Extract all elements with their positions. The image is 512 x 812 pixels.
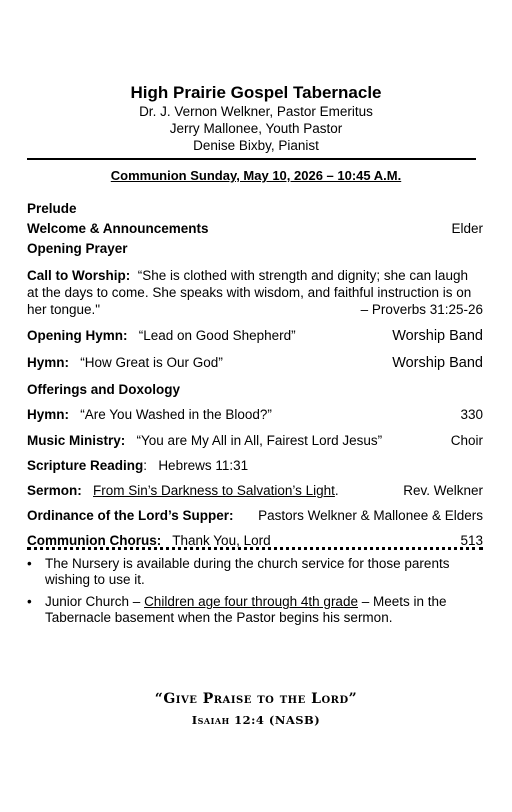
- call-to-worship-text-1: “She is clothed with strength and dignity; she can laugh: [137, 268, 468, 283]
- bullet-icon: •: [27, 594, 32, 609]
- hymn-2-label: Hymn:: [27, 407, 70, 422]
- note-junior-prefix: Junior Church –: [45, 594, 145, 609]
- welcome-leader: Elder: [451, 221, 483, 236]
- sermon-title: From Sin’s Darkness to Salvation’s Light: [93, 483, 335, 498]
- hymn-2-number: 330: [460, 407, 483, 422]
- scripture-passage: Hebrews 11:31: [158, 458, 249, 473]
- item-ordinance: [27, 507, 483, 524]
- hymn-1-label: Hymn:: [27, 355, 70, 370]
- hymn-1-leader: Worship Band: [392, 355, 483, 371]
- sermon-speaker: Rev. Welkner: [403, 483, 483, 498]
- item-call-to-worship: [27, 267, 483, 318]
- verse-reference: Isaiah 12:4 (NASB): [191, 713, 321, 727]
- item-music-ministry: [27, 432, 483, 449]
- praise-heading: “Give Praise to the Lord”: [154, 691, 358, 707]
- dotted-divider: [27, 547, 483, 550]
- call-to-worship-reference: – Proverbs 31:25-26: [360, 302, 483, 317]
- communion-chorus-title: Thank You, Lord: [172, 533, 271, 548]
- item-hymn-1: [27, 354, 483, 372]
- ordinance-leaders: Pastors Welkner & Mallonee & Elders: [258, 508, 483, 523]
- offerings-label: Offerings and Doxology: [27, 382, 181, 397]
- music-ministry-label: Music Ministry:: [27, 433, 126, 448]
- communion-chorus-label: Communion Chorus:: [27, 533, 162, 548]
- music-ministry-leader: Choir: [450, 433, 483, 448]
- item-welcome: [27, 220, 483, 237]
- announcement-notes: [27, 556, 483, 626]
- note-nursery-text: The Nursery is available during the church service for those parents wishing to use it.: [45, 556, 450, 587]
- bullet-icon: •: [27, 556, 32, 571]
- item-sermon: [27, 482, 483, 499]
- call-to-worship-text-3: her tongue.": [27, 302, 101, 317]
- scripture-colon: :: [143, 458, 148, 473]
- order-of-service: [27, 198, 483, 549]
- staff-pianist: Denise Bixby, Pianist: [193, 138, 319, 153]
- item-opening-hymn: [27, 327, 483, 345]
- opening-hymn-label: Opening Hymn:: [27, 328, 128, 343]
- sermon-period: .: [334, 483, 339, 498]
- item-scripture: [27, 457, 483, 474]
- item-hymn-2: [27, 406, 483, 423]
- ordinance-label: Ordinance of the Lord’s Supper:: [27, 508, 234, 523]
- scripture-label: Scripture Reading: [27, 458, 144, 473]
- hymn-1-title: “How Great is Our God”: [80, 355, 223, 370]
- welcome-label: Welcome & Announcements: [27, 221, 209, 236]
- staff-pastor-emeritus: Dr. J. Vernon Welkner, Pastor Emeritus: [139, 104, 373, 119]
- note-junior-age-range: Children age four through 4th grade: [144, 594, 358, 609]
- item-offerings: [27, 381, 483, 398]
- item-prelude: [27, 200, 483, 217]
- prelude-label: Prelude: [27, 201, 77, 216]
- music-ministry-title: “You are My All in All, Fairest Lord Jesus”: [136, 433, 383, 448]
- note-nursery: [27, 556, 483, 588]
- note-junior-suffix: – Meets in the Tabernacle basement when the Pastor begins his sermon.: [45, 594, 447, 625]
- opening-prayer-label: Opening Prayer: [27, 241, 128, 256]
- staff-youth-pastor: Jerry Mallonee, Youth Pastor: [169, 121, 343, 136]
- church-name: High Prairie Gospel Tabernacle: [130, 83, 382, 102]
- closing-verse: [0, 690, 512, 728]
- service-title: Communion Sunday, May 10, 2026 – 10:45 A.M.: [110, 168, 402, 183]
- item-opening-prayer: [27, 240, 483, 257]
- header-divider: [27, 158, 476, 160]
- call-to-worship-text-2: at the days to come. She speaks with wisdom, and faithful instruction is on: [27, 285, 472, 300]
- sermon-label: Sermon:: [27, 483, 82, 498]
- call-to-worship-line-3: [27, 301, 483, 318]
- call-to-worship-label: Call to Worship:: [27, 268, 131, 283]
- call-to-worship-line-1: [27, 267, 483, 284]
- opening-hymn-leader: Worship Band: [392, 328, 483, 344]
- opening-hymn-title: “Lead on Good Shepherd”: [138, 328, 296, 343]
- communion-chorus-number: 513: [460, 533, 483, 548]
- hymn-2-title: “Are You Washed in the Blood?”: [80, 407, 272, 422]
- bulletin-header: [0, 83, 512, 154]
- note-junior-church: [27, 594, 483, 626]
